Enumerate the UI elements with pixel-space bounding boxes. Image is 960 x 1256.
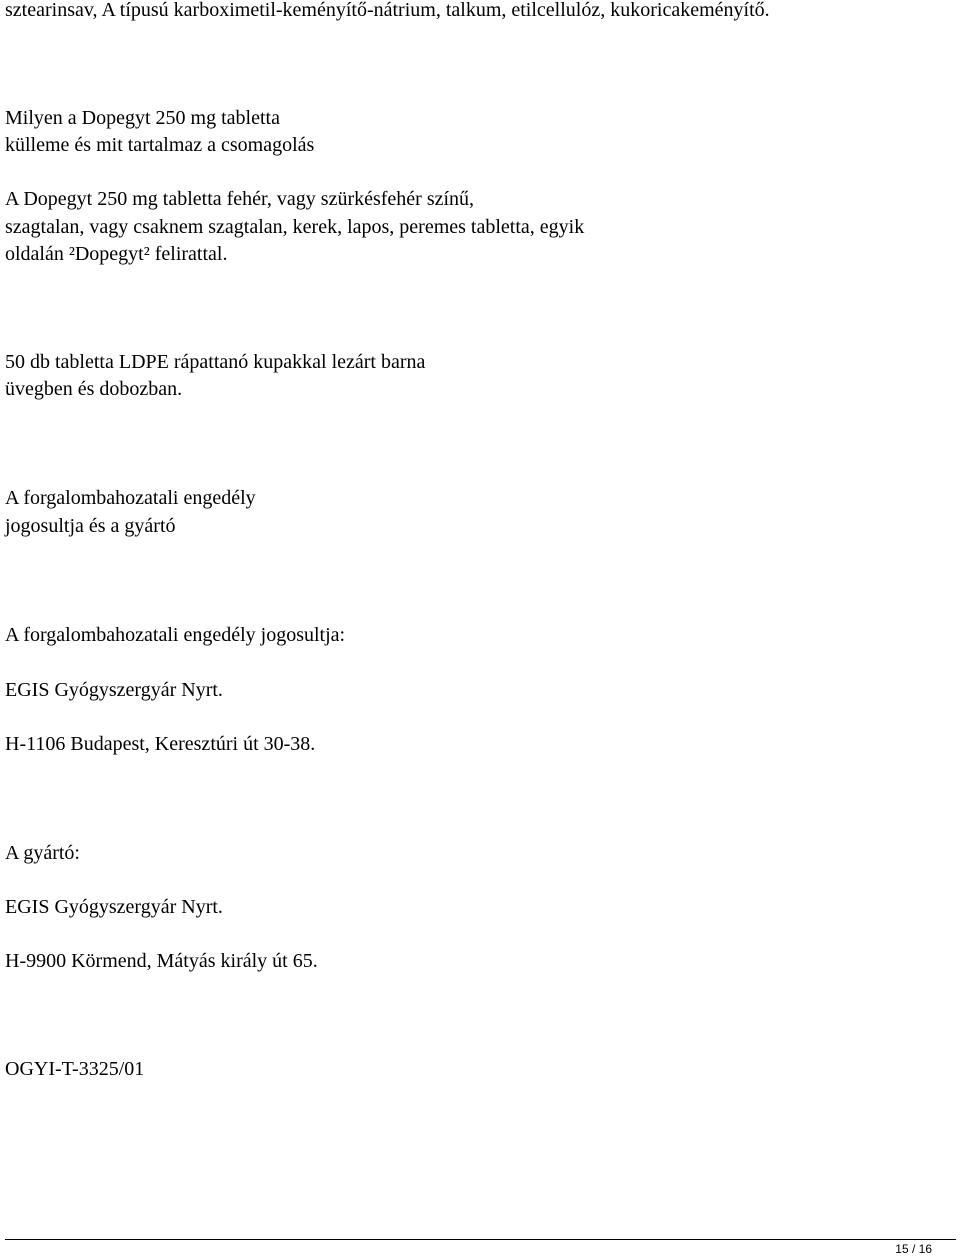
page-number: 15 / 16 <box>895 1242 932 1256</box>
manufacturer-address: H-9900 Körmend, Mátyás király út 65. <box>5 950 318 972</box>
appearance-text-line-1: A Dopegyt 250 mg tabletta fehér, vagy szürkésfehér színű, <box>5 188 475 210</box>
appearance-text-line-3: oldalán ²Dopegyt² felirattal. <box>5 243 228 265</box>
footer-divider <box>5 1239 956 1240</box>
manufacturer-name: EGIS Gyógyszergyár Nyrt. <box>5 896 223 918</box>
manufacturer-label: A gyártó: <box>5 842 80 864</box>
appearance-text-line-2: szagtalan, vagy csaknem szagtalan, kerek, lapos, peremes tabletta, egyik <box>5 216 585 238</box>
ingredients-tail-text: sztearinsav, A típusú karboximetil-keményítő-nátrium, talkum, etilcellulóz, kukoricakeményítő. <box>5 0 770 21</box>
package-text-line-1: 50 db tabletta LDPE rápattanó kupakkal lezárt barna <box>5 351 426 373</box>
mah-name: EGIS Gyógyszergyár Nyrt. <box>5 679 223 701</box>
appearance-heading-line-1: Milyen a Dopegyt 250 mg tabletta <box>5 107 280 129</box>
appearance-heading-line-2: külleme és mit tartalmaz a csomagolás <box>5 134 315 156</box>
ogyi-code: OGYI-T-3325/01 <box>5 1058 145 1080</box>
mah-address: H-1106 Budapest, Keresztúri út 30-38. <box>5 733 316 755</box>
mah-heading-line-2: jogosultja és a gyártó <box>5 515 176 537</box>
mah-label: A forgalombahozatali engedély jogosultja: <box>5 624 346 646</box>
package-text-line-2: üvegben és dobozban. <box>5 378 183 400</box>
mah-heading-line-1: A forgalombahozatali engedély <box>5 487 256 509</box>
